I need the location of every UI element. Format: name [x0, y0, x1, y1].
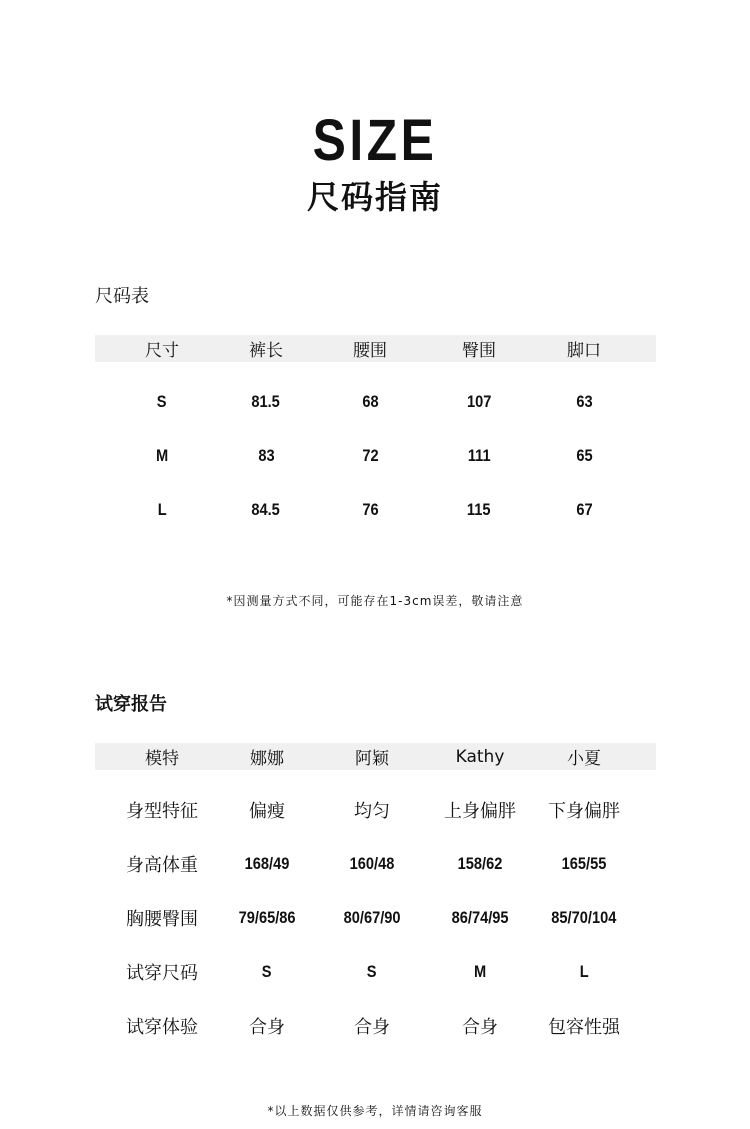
row-label: 身型特征 [126, 801, 198, 822]
fit-size-cell: S [367, 962, 377, 981]
table-row [95, 945, 656, 999]
table-row [95, 783, 656, 837]
table-row [95, 837, 656, 891]
row-label: 身高体重 [126, 855, 198, 876]
measurements-cell: 85/70/104 [551, 908, 617, 927]
table-row [95, 891, 656, 945]
header-cell-model-2: 阿颖 [355, 749, 389, 769]
row-label: 试穿体验 [126, 1017, 198, 1038]
header-cell-waist: 腰围 [353, 341, 387, 361]
hem-cell: 65 [575, 446, 593, 465]
body-type-cell: 均匀 [354, 801, 390, 822]
size-chart-table [95, 335, 656, 537]
header-cell-model-3: Kathy [455, 746, 505, 767]
page-title: SIZE [312, 108, 438, 173]
header-cell-model: 模特 [145, 749, 179, 769]
size-chart-note: *因测量方式不同，可能存在1-3cm误差，敬请注意 [226, 594, 524, 608]
fit-experience-cell: 合身 [462, 1017, 498, 1038]
fit-experience-cell: 包容性强 [548, 1017, 620, 1038]
header-cell-length: 裤长 [249, 341, 283, 361]
fit-size-cell: L [579, 962, 589, 981]
length-cell: 83 [257, 446, 275, 465]
fit-report-header-row [95, 743, 656, 770]
size-cell: S [157, 392, 167, 411]
header-cell-model-1: 娜娜 [250, 749, 284, 769]
fit-experience-cell: 合身 [249, 1017, 285, 1038]
height-weight-cell: 158/62 [457, 854, 503, 873]
header-cell-hip: 臀围 [462, 341, 496, 361]
hip-cell: 107 [466, 392, 492, 411]
fit-size-cell: M [473, 962, 487, 981]
size-cell: M [155, 446, 169, 465]
row-label: 胸腰臀围 [126, 909, 198, 930]
table-row [95, 375, 656, 429]
table-row [95, 429, 656, 483]
page-subtitle: 尺码指南 [306, 178, 443, 216]
length-cell: 81.5 [251, 392, 281, 411]
waist-cell: 72 [361, 446, 379, 465]
height-weight-cell: 168/49 [244, 854, 290, 873]
hip-cell: 115 [467, 500, 491, 519]
row-label: 试穿尺码 [126, 963, 198, 984]
fit-size-cell: S [262, 962, 272, 981]
body-type-cell: 下身偏胖 [548, 801, 620, 822]
table-row [95, 483, 656, 537]
hem-cell: 63 [575, 392, 593, 411]
header-cell-size: 尺寸 [145, 341, 179, 361]
header-cell-model-4: 小夏 [567, 749, 601, 769]
measurements-cell: 86/74/95 [451, 908, 509, 927]
length-cell: 84.5 [251, 500, 281, 519]
fit-report-note: *以上数据仅供参考，详情请咨询客服 [267, 1104, 483, 1118]
waist-cell: 68 [361, 392, 379, 411]
fit-report-table [95, 743, 656, 1053]
waist-cell: 76 [361, 500, 379, 519]
hip-cell: 111 [467, 446, 491, 465]
table-row [95, 999, 656, 1053]
body-type-cell: 偏瘦 [249, 801, 285, 822]
measurements-cell: 79/65/86 [238, 908, 296, 927]
body-type-cell: 上身偏胖 [444, 801, 516, 822]
size-cell: L [157, 500, 167, 519]
height-weight-cell: 160/48 [349, 854, 395, 873]
hem-cell: 67 [575, 500, 593, 519]
header-cell-hem: 脚口 [567, 341, 601, 361]
measurements-cell: 80/67/90 [343, 908, 401, 927]
height-weight-cell: 165/55 [561, 854, 607, 873]
fit-report-label: 试穿报告 [95, 694, 167, 715]
size-chart-header-row [95, 335, 656, 362]
fit-experience-cell: 合身 [354, 1017, 390, 1038]
size-chart-label: 尺码表 [95, 286, 149, 307]
